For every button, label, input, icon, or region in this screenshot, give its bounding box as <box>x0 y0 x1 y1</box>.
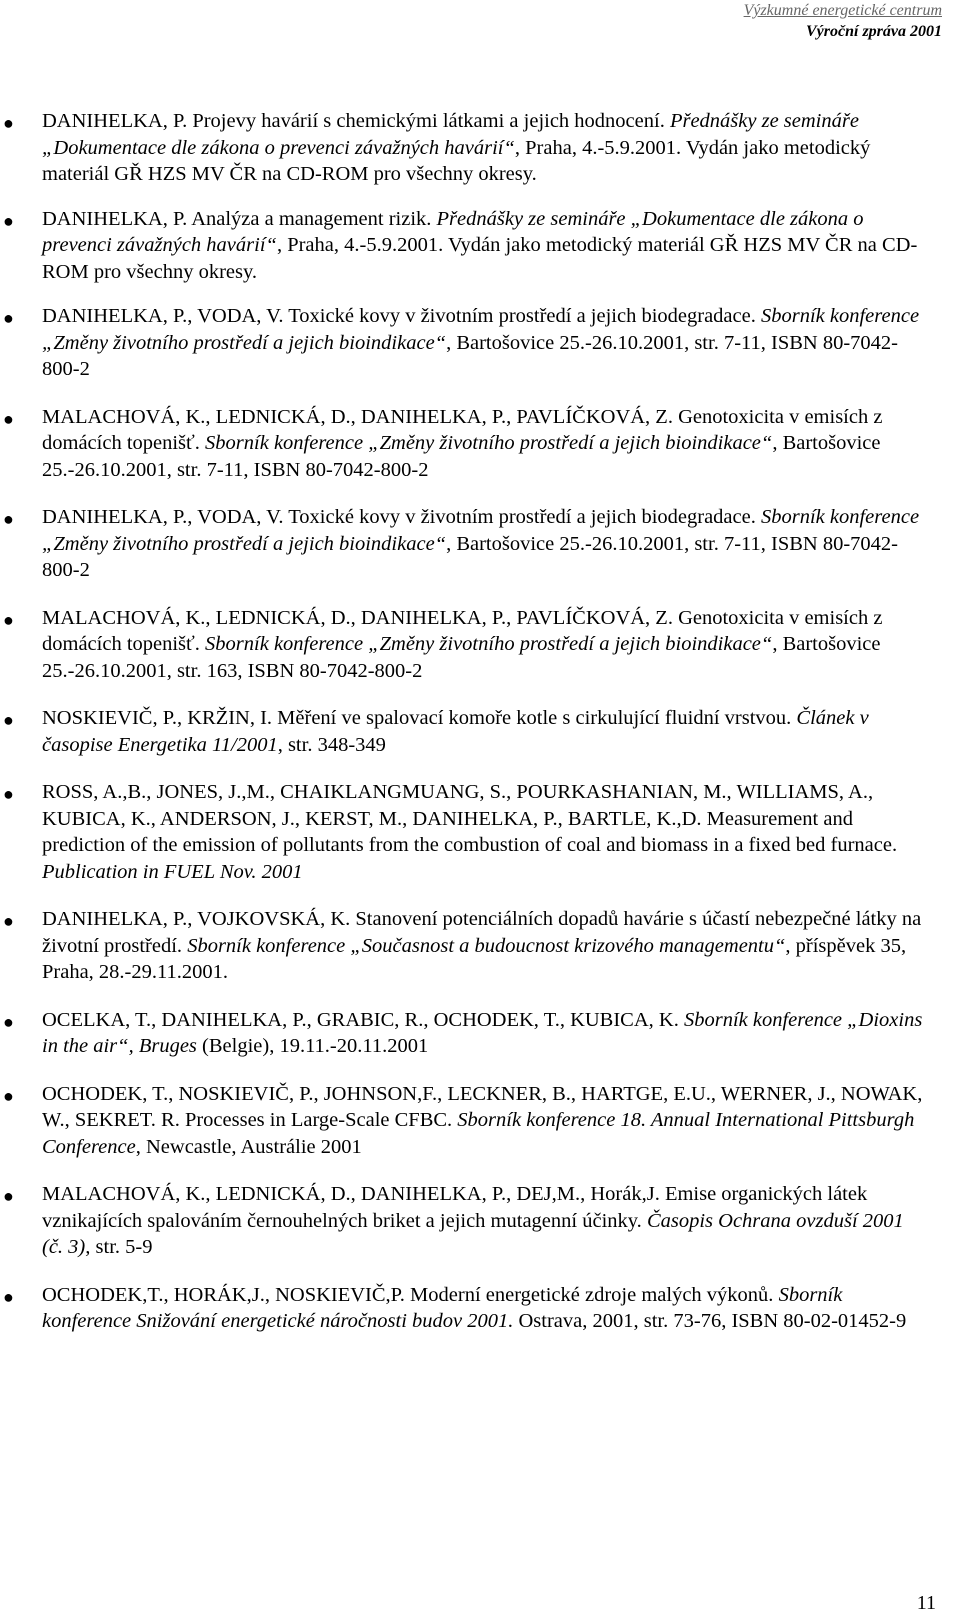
publication-source-text: Sborník konference Snižování energetické náročnosti budov 2001. <box>42 1283 843 1332</box>
publication-text: , Bartošovice 25.-26.10.2001, str. 7-11, ISBN 80-7042-800-2 <box>42 432 881 481</box>
publication-text: DANIHELKA, P. Analýza a management rizik. <box>42 207 437 230</box>
publication-text: DANIHELKA, P., VODA, V. Toxické kovy v životním prostředí a jejich biodegradace. <box>42 506 761 528</box>
bullet-icon: ● <box>3 408 14 429</box>
bullet-icon: ● <box>3 509 14 529</box>
publication-text: MALACHOVÁ, K., LEDNICKÁ, D., DANIHELKA, P., PAVLÍČKOVÁ, Z. Genotoxicita v emisích z domácích topenišť. <box>42 606 883 655</box>
bullet-icon: ● <box>3 784 14 804</box>
publication-item <box>0 1282 960 1335</box>
publication-text: Ostrava, 2001, str. 73-76, ISBN 80-02-01452-9 <box>513 1310 907 1332</box>
publication-item <box>0 1081 960 1161</box>
publication-text: MALACHOVÁ, K., LEDNICKÁ, D., DANIHELKA, P., DEJ,M., Horák,J. Emise organických látek vznikajících spalováním černouhelných briket a jejich mutagenní účinky. <box>42 1183 868 1232</box>
publication-source-text: Sborník konference „Změny životního prostředí a jejich bioindikace“ <box>205 432 773 454</box>
publication-text: DANIHELKA, P. Projevy havárií s chemickými látkami a jejich hodnocení. <box>42 110 670 132</box>
publication-text: , Bartošovice 25.-26.10.2001, str. 7-11, ISBN 80-7042-800-2 <box>42 532 898 581</box>
publication-text: DANIHELKA, P., VODA, V. Toxické kovy v životním prostředí a jejich biodegradace. <box>42 305 761 327</box>
publication-source-text: Sborník konference „Změny životního prostředí a jejich bioindikace“ <box>42 506 920 555</box>
publication-text: MALACHOVÁ, K., LEDNICKÁ, D., DANIHELKA, P., PAVLÍČKOVÁ, Z. Genotoxicita v emisích z domácích topenišť. <box>42 405 883 454</box>
publication-text: , str. 348-349 <box>277 733 386 756</box>
bullet-icon: ● <box>3 113 14 133</box>
publication-item <box>0 303 960 383</box>
publication-text: OCHODEK,T., HORÁK,J., NOSKIEVIČ,P. Moderní energetické zdroje malých výkonů. <box>42 1283 779 1306</box>
bullet-icon: ● <box>3 210 14 231</box>
publication-text: , Bartošovice 25.-26.10.2001, str. 7-11, ISBN 80-7042-800-2 <box>42 331 898 380</box>
publication-item <box>0 404 960 484</box>
bullet-icon: ● <box>3 911 14 931</box>
publication-source-text: Sborník konference „Současnost a budoucnost krizového managementu“ <box>187 934 786 957</box>
publication-source-text: Sborník konference „Dioxins in the air“, Bruges <box>42 1008 923 1057</box>
publication-text: (Belgie), 19.11.-20.11.2001 <box>196 1035 429 1057</box>
header-organization: Výzkumné energetické centrum <box>743 2 942 19</box>
publication-source-text: Sborník konference „Změny životního prostředí a jejich bioindikace“ <box>42 305 920 354</box>
publication-item <box>0 605 960 685</box>
bullet-icon: ● <box>3 1286 14 1307</box>
publication-source-text: Publication in FUEL Nov. 2001 <box>42 860 303 883</box>
publication-text: OCHODEK, T., NOSKIEVIČ, P., JOHNSON,F., LECKNER, B., HARTGE, E.U., WERNER, J., NOWAK, W., SEKRET. R. Processes in Large-Scale CFBC. <box>42 1082 923 1131</box>
bullet-icon: ● <box>3 710 14 730</box>
publication-text: , Newcastle, Austrálie 2001 <box>135 1135 362 1158</box>
publication-item <box>0 206 960 286</box>
publication-text: , Praha, 4.-5.9.2001. Vydán jako metodický materiál GŘ HZS MV ČR na CD-ROM pro všechny okresy. <box>42 234 918 283</box>
publication-list <box>0 108 960 1356</box>
publication-text: ROSS, A.,B., JONES, J.,M., CHAIKLANGMUANG, S., POURKASHANIAN, M., WILLIAMS, A., KUBICA, K., ANDERSON, J., KERST, M., DANIHELKA, P., BARTLE, K.,D. Measurement and prediction of the emission of pollutants from the combustion of coal and biomass in a fixed bed furnace. <box>42 781 898 856</box>
publication-text: OCELKA, T., DANIHELKA, P., GRABIC, R., OCHODEK, T., KUBICA, K. <box>42 1008 684 1031</box>
publication-item <box>0 504 960 584</box>
bullet-icon: ● <box>3 1011 14 1032</box>
publication-source-text: Přednášky ze semináře „Dokumentace dle zákona o prevenci závažných havárií“ <box>42 207 864 256</box>
publication-text: , Bartošovice 25.-26.10.2001, str. 163, ISBN 80-7042-800-2 <box>42 633 881 682</box>
page-number: 11 <box>916 1592 936 1614</box>
publication-item <box>0 108 960 188</box>
publication-source-text: Sborník konference 18. Annual International Pittsburgh Conference <box>42 1109 915 1158</box>
publication-item <box>0 779 960 885</box>
bullet-icon: ● <box>3 1186 14 1206</box>
publication-text: str. 5-9 <box>90 1236 153 1258</box>
publication-text: NOSKIEVIČ, P., KRŽIN, I. Měření ve spalovací komoře kotle s cirkulující fluidní vrstvou. <box>42 707 797 729</box>
header-report-title: Výroční zpráva 2001 <box>806 23 942 40</box>
publication-source-text: Sborník konference „Změny životního prostředí a jejich bioindikace“ <box>205 633 773 655</box>
publication-text: , Praha, 4.-5.9.2001. Vydán jako metodický materiál GŘ HZS MV ČR na CD-ROM pro všechny okresy. <box>42 136 871 185</box>
bullet-icon: ● <box>3 308 14 328</box>
publication-item <box>0 906 960 986</box>
page-header <box>744 0 942 42</box>
publication-text: , příspěvek 35, Praha, 28.-29.11.2001. <box>42 934 907 983</box>
publication-text: DANIHELKA, P., VOJKOVSKÁ, K. Stanovení potenciálních dopadů havárie s účastí nebezpečné látky na životní prostředí. <box>42 908 922 957</box>
bullet-icon: ● <box>3 609 14 630</box>
publication-item <box>0 1007 960 1060</box>
publication-item <box>0 705 960 758</box>
publication-source-text: Přednášky ze semináře „Dokumentace dle zákona o prevenci závažných havárií“ <box>42 110 859 159</box>
bullet-icon: ● <box>3 1085 14 1106</box>
publication-source-text: Časopis Ochrana ovzduší 2001 (č. 3), <box>42 1209 904 1258</box>
publication-item <box>0 1181 960 1261</box>
publication-source-text: Článek v časopise Energetika 11/2001 <box>42 707 869 756</box>
